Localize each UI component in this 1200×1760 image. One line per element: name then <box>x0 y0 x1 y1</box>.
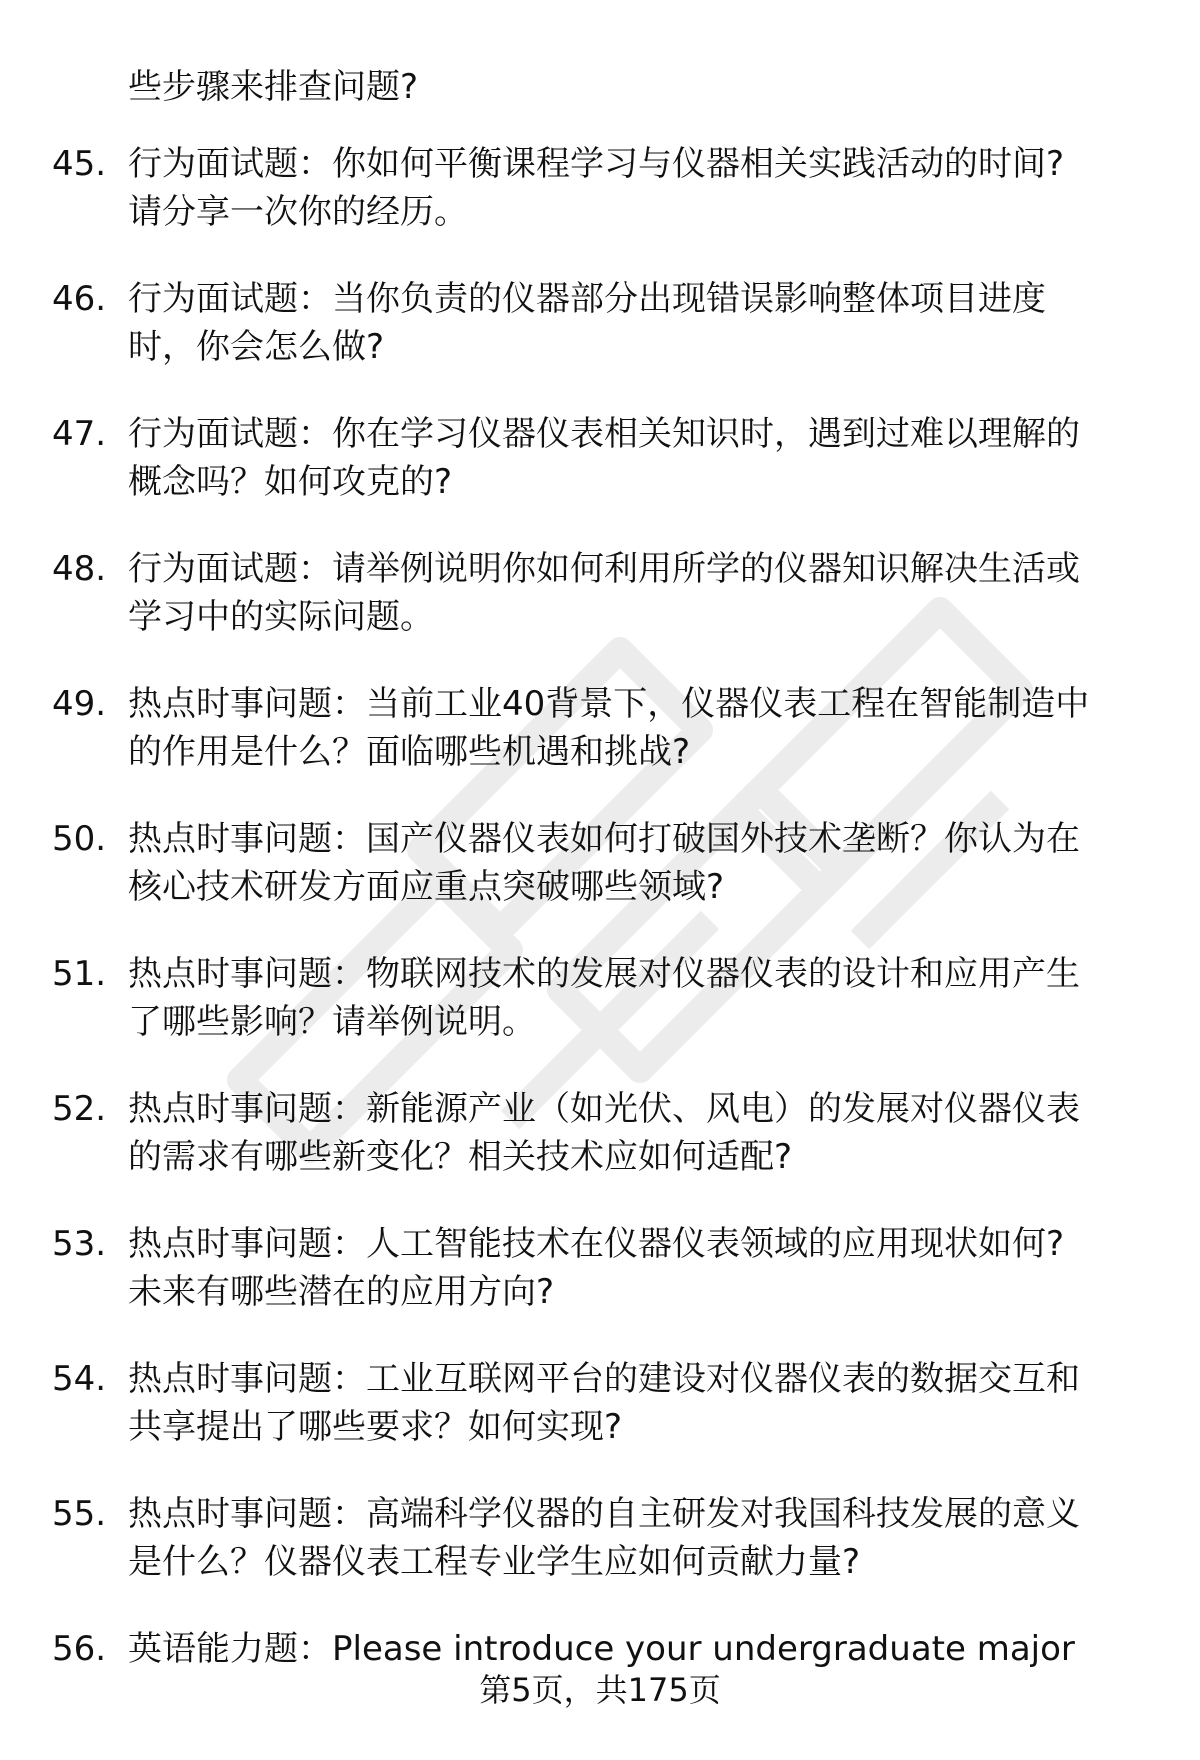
question-number: 53. <box>52 1224 107 1264</box>
question-number: 48. <box>52 549 107 589</box>
list-item <box>0 1085 1200 1220</box>
question-line: 时，你会怎么做? <box>128 327 385 367</box>
list-item <box>0 140 1200 275</box>
question-number: 54. <box>52 1359 107 1399</box>
question-line: 热点时事问题：新能源产业（如光伏、风电）的发展对仪器仪表 <box>128 1089 1080 1129</box>
question-number: 46. <box>52 279 107 319</box>
question-line: 行为面试题：当你负责的仪器部分出现错误影响整体项目进度 <box>128 279 1046 319</box>
list-item <box>0 815 1200 950</box>
list-item <box>0 1490 1200 1625</box>
list-item <box>0 545 1200 680</box>
question-text <box>128 545 1138 641</box>
question-number: 45. <box>52 144 107 184</box>
question-text <box>128 275 1138 371</box>
question-line: 热点时事问题：高端科学仪器的自主研发对我国科技发展的意义 <box>128 1494 1080 1534</box>
question-line: 热点时事问题：国产仪器仪表如何打破国外技术垄断？你认为在 <box>128 819 1080 859</box>
question-number: 50. <box>52 819 107 859</box>
question-line: 行为面试题：你如何平衡课程学习与仪器相关实践活动的时间? <box>128 144 1065 184</box>
question-line: 的需求有哪些新变化？相关技术应如何适配? <box>128 1137 793 1177</box>
question-line: 概念吗？如何攻克的? <box>128 462 453 502</box>
list-item <box>0 680 1200 815</box>
question-list <box>0 140 1200 1760</box>
question-line: 核心技术研发方面应重点突破哪些领域? <box>128 867 725 907</box>
question-line: 共享提出了哪些要求？如何实现? <box>128 1407 623 1447</box>
question-text <box>128 1085 1138 1181</box>
question-text <box>128 1625 1138 1673</box>
question-line: 热点时事问题：当前工业40背景下，仪器仪表工程在智能制造中 <box>128 684 1090 724</box>
question-number: 52. <box>52 1089 107 1129</box>
question-text <box>128 410 1138 506</box>
question-text <box>128 815 1138 911</box>
question-text <box>128 1490 1138 1586</box>
question-text <box>128 140 1138 236</box>
question-line: 未来有哪些潜在的应用方向? <box>128 1272 555 1312</box>
question-text <box>128 950 1138 1046</box>
question-number: 47. <box>52 414 107 454</box>
question-text <box>128 1355 1138 1451</box>
question-line: 热点时事问题：人工智能技术在仪器仪表领域的应用现状如何? <box>128 1224 1065 1264</box>
question-line: 行为面试题：请举例说明你如何利用所学的仪器知识解决生活或 <box>128 549 1080 589</box>
question-line: 请分享一次你的经历。 <box>128 192 468 232</box>
list-item <box>0 275 1200 410</box>
question-line: 学习中的实际问题。 <box>128 597 434 637</box>
question-text <box>128 680 1138 776</box>
list-item <box>0 950 1200 1085</box>
question-line: 是什么？仪器仪表工程专业学生应如何贡献力量? <box>128 1542 861 1582</box>
question-line: 英语能力题：Please introduce your undergraduate major <box>128 1629 1075 1669</box>
question-text <box>128 1220 1138 1316</box>
question-number: 51. <box>52 954 107 994</box>
continuation-text: 些步骤来排查问题? <box>128 67 419 107</box>
page-footer: 第5页，共175页 <box>479 1671 721 1709</box>
question-line: 的作用是什么？面临哪些机遇和挑战? <box>128 732 691 772</box>
question-number: 49. <box>52 684 107 724</box>
list-item <box>0 1355 1200 1490</box>
question-line: 热点时事问题：物联网技术的发展对仪器仪表的设计和应用产生 <box>128 954 1080 994</box>
question-line: 了哪些影响？请举例说明。 <box>128 1002 536 1042</box>
question-line: 热点时事问题：工业互联网平台的建设对仪器仪表的数据交互和 <box>128 1359 1080 1399</box>
list-item <box>0 410 1200 545</box>
question-number: 56. <box>52 1629 107 1669</box>
list-item <box>0 1220 1200 1355</box>
question-line: 行为面试题：你在学习仪器仪表相关知识时，遇到过难以理解的 <box>128 414 1080 454</box>
question-number: 55. <box>52 1494 107 1534</box>
